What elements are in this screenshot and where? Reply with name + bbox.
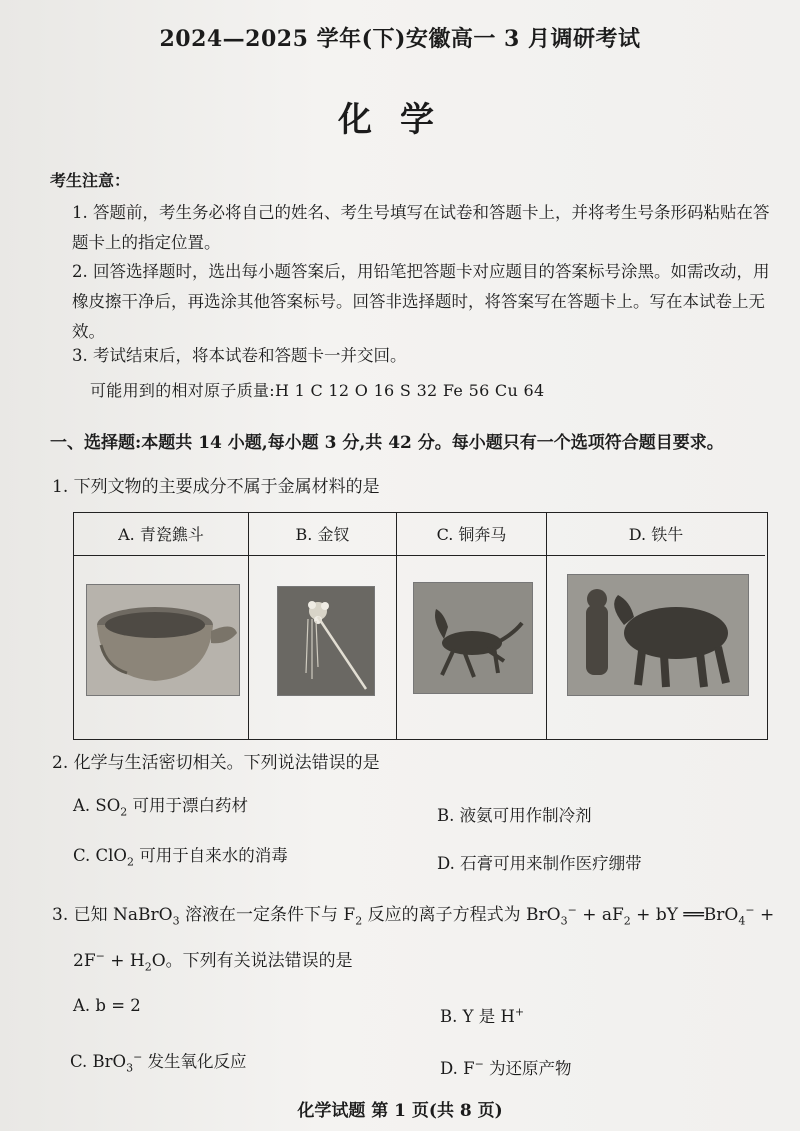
page-footer: 化学试题 第 1 页(共 8 页) xyxy=(297,1101,503,1121)
notice-item-1: 1. 答题前，考生务必将自己的姓名、考生号填写在试卷和答题卡上，并将考生号条形码粘贴在答题卡上的指定位置。 xyxy=(72,203,770,252)
question-1-stem: 1. 下列文物的主要成分不属于金属材料的是 xyxy=(52,477,380,497)
question-2-option-a: A. $SO_2$ 可用于漂白药材 xyxy=(73,796,248,819)
question-3-option-b: B. Y 是 H+ xyxy=(440,1005,525,1026)
celadon-vessel-photo xyxy=(86,584,240,696)
question-3-stem-line-2: $2F^- + H_2O$。下列有关说法错误的是 xyxy=(73,949,353,974)
question-2-option-b: B. 液氨可用作制冷剂 xyxy=(437,806,592,825)
question-3-option-c: C. BrO$_3$− 发生氧化反应 xyxy=(70,1050,247,1075)
question-3-option-d: D. F− 为还原产物 xyxy=(440,1057,572,1078)
bronze-horse-photo xyxy=(413,582,533,694)
option-a-image-cell xyxy=(74,556,249,739)
option-b-label: B. 金钗 xyxy=(249,513,397,556)
subject-title: 化学 xyxy=(338,100,462,140)
atomic-masses: 可能用到的相对原子质量:H 1 C 12 O 16 S 32 Fe 56 Cu 64 xyxy=(90,381,545,400)
question-2-stem: 2. 化学与生活密切相关。下列说法错误的是 xyxy=(52,753,380,773)
option-d-image-cell xyxy=(547,556,765,739)
iron-ox-photo xyxy=(567,574,749,696)
question-2-option-c: C. ClO$_2$ 可用于自来水的消毒 xyxy=(73,846,288,869)
option-b-image-cell xyxy=(249,556,397,739)
question-3-option-a: A. b = 2 xyxy=(73,996,141,1015)
option-c-image-cell xyxy=(397,556,547,739)
notice-heading: 考生注意： xyxy=(50,171,131,190)
question-2-option-d: D. 石膏可用来制作医疗绷带 xyxy=(437,854,642,873)
gold-hairpin-photo xyxy=(277,586,375,696)
notice-item-3: 3. 考试结束后，将本试卷和答题卡一并交回。 xyxy=(72,346,407,365)
exam-header-title: 2024—2025 学年(下)安徽高一 3 月调研考试 xyxy=(159,26,641,52)
section-title: 一、选择题:本题共 14 小题,每小题 3 分,共 42 分。每小题只有一个选项符合题目要求。 xyxy=(50,433,724,453)
notice-item-2: 2. 回答选择题时，选出每小题答案后，用铅笔把答题卡对应题目的答案标号涂黑。如需改动，用橡皮擦干净后，再选涂其他答案标号。回答非选择题时，将答案写在答题卡上。写在本试卷上无效。 xyxy=(72,262,770,341)
option-a-label: A. 青瓷鐎斗 xyxy=(74,513,249,556)
option-c-label: C. 铜奔马 xyxy=(397,513,547,556)
option-d-label: D. 铁牛 xyxy=(547,513,765,556)
question-3-stem-line-1: 3. 已知 NaBrO$_3$ 溶液在一定条件下与 $F_2$ 反应的离子方程式为 $BrO_3^- + aF_2$ + bY ══BrO$_4$− + xyxy=(52,903,775,928)
artifact-table xyxy=(73,512,768,740)
